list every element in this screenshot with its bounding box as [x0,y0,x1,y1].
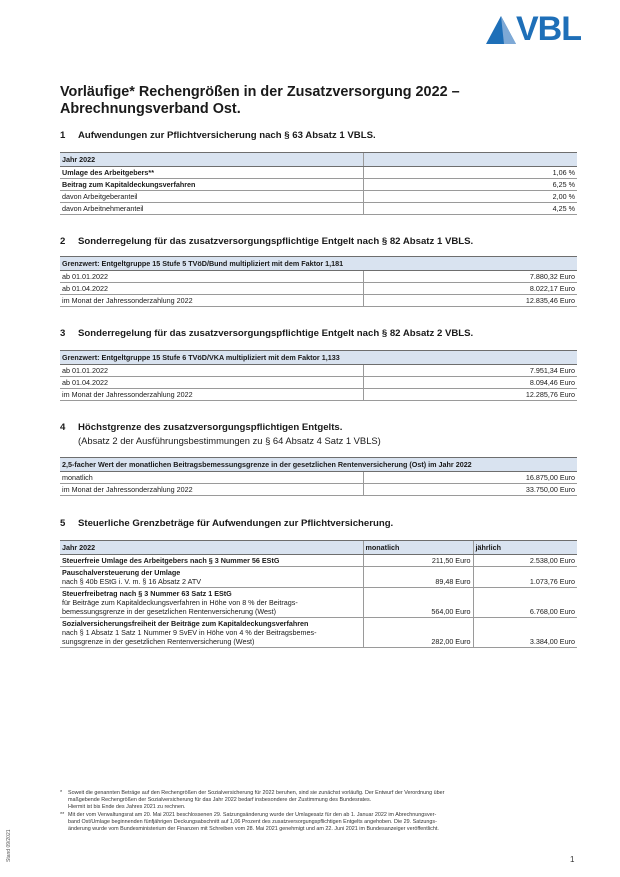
column-header-monthly: monatlich [363,541,473,555]
table-header: Grenzwert: Entgeltgruppe 15 Stufe 6 TVöD/VKA multipliziert mit dem Faktor 1,133 [60,351,577,365]
table-row: Umlage des Arbeitgebers** 1,06 % [62,168,575,177]
table-row: im Monat der Jahressonderzahlung 2022 12.835,46 Euro [62,296,575,305]
table-row: davon Arbeitnehmeranteil 4,25 % [62,204,575,213]
section-1-heading: 1 Aufwendungen zur Pflichtversicherung nach § 63 Absatz 1 VBLS. [60,130,376,141]
vbl-logo [486,10,604,48]
table-row: Steuerfreie Umlage des Arbeitgebers nach § 3 Nummer 56 EStG 211,50 Euro 2.538,00 Euro [62,556,575,565]
vbl-logo-text: VBL [516,10,581,48]
footnote: * Soweit die genannten Beträge auf den Rechengrößen der Sozialversicherung für 2022 beruhen, sind sie zunächst vorläufig. Der Entwurf der Verordnung über maßgebende Rechengrößen der Sozialversicherung für das Jahr 2022 bedarf insbesondere der Zustimmung des Bundesrates. Hiermit ist bis Ende des Jahres 2021 zu rechnen. [60,790,445,811]
table-row: Pauschalversteuerung der Umlage nach § 40b EStG i. V. m. § 16 Absatz 2 ATV 89,48 Euro 1.073,76 Euro [62,568,575,586]
section-2-heading: 2 Sonderregelung für das zusatzversorgungspflichtige Entgelt nach § 82 Absatz 1 VBLS. [60,236,474,247]
table-row: im Monat der Jahressonderzahlung 2022 12.285,76 Euro [62,390,575,399]
table-header: Jahr 2022 [60,541,363,555]
table-row: davon Arbeitgeberanteil 2,00 % [62,192,575,201]
table-row: ab 01.01.2022 7.951,34 Euro [62,366,575,375]
table-header: Jahr 2022 [60,153,363,167]
section-4-heading: 4 Höchstgrenze des zusatzversorgungspflichtigen Entgelts. [60,422,343,433]
footnote: ** Mit der vom Verwaltungsrat am 20. Mai 2021 beschlossenen 29. Satzungsänderung wurde der Umlagesatz für den ab 1. Januar 2022 im Abrechnungsver- band Ost/Umlage beginnenden fünfjährigen Deckungsabschnitt auf 1,06 Prozent des zusatzversorgungspflichtigen Entgelts angehoben. Die 29. Satzungs- änderung wurde vom Bundesministerium der Finanzen mit Schreiben vom 28. Mai 2021 genehmigt und am 22. Juni 2021 im Bundesanzeiger veröffentlicht. [60,811,439,833]
section-1-table [60,152,577,215]
page-number: 1 [570,855,575,864]
table-row: Steuerfreibetrag nach § 3 Nummer 63 Satz 1 EStG für Beiträge zum Kapitaldeckungsverfahren in Höhe von 8 % der Beitrags- bemessungsgrenze in der gesetzlichen Rentenversicherung (West) 564,00 Euro 6.768,00 Euro [62,589,575,616]
table-row: Sozialversicherungsfreiheit der Beiträge zum Kapitaldeckungsverfahren nach § 1 Absatz 1 Satz 1 Nummer 9 SvEV in Höhe von 4 % der Beitragsbemes- sungsgrenze in der gesetzlichen Rentenversicherung (West) 282,00 Euro 3.384,00 Euro [62,619,575,646]
table-row: im Monat der Jahressonderzahlung 2022 33.750,00 Euro [62,485,575,494]
table-header: 2,5-facher Wert der monatlichen Beitragsbemessungsgrenze in der gesetzlichen Rentenversicherung (Ost) im Jahr 2022 [60,458,577,472]
table-row: monatlich 16.875,00 Euro [62,473,575,482]
section-4-table [60,457,577,496]
section-3-heading: 3 Sonderregelung für das zusatzversorgungspflichtige Entgelt nach § 82 Absatz 2 VBLS. [60,328,474,339]
vbl-triangle-icon [486,16,516,44]
section-5-heading: 5 Steuerliche Grenzbeträge für Aufwendungen zur Pflichtversicherung. [60,518,394,529]
page-title: Vorläufige* Rechengrößen in der Zusatzversorgung 2022 – Abrechnungsverband Ost. [60,84,460,117]
column-header-yearly: jährlich [473,541,577,555]
table-row: Beitrag zum Kapitaldeckungsverfahren 6,25 % [62,180,575,189]
section-5-table [60,540,577,648]
table-row: ab 01.04.2022 8.094,46 Euro [62,378,575,387]
section-2-table [60,256,577,307]
stand-date: Stand 09/2021 [6,829,12,862]
section-4-subheading: (Absatz 2 der Ausführungsbestimmungen zu § 64 Absatz 4 Satz 1 VBLS) [78,435,381,446]
table-row: ab 01.01.2022 7.880,32 Euro [62,272,575,281]
table-row: ab 01.04.2022 8.022,17 Euro [62,284,575,293]
section-3-table [60,350,577,401]
footnotes [60,790,578,833]
table-header: Grenzwert: Entgeltgruppe 15 Stufe 5 TVöD/Bund multipliziert mit dem Faktor 1,181 [60,257,577,271]
